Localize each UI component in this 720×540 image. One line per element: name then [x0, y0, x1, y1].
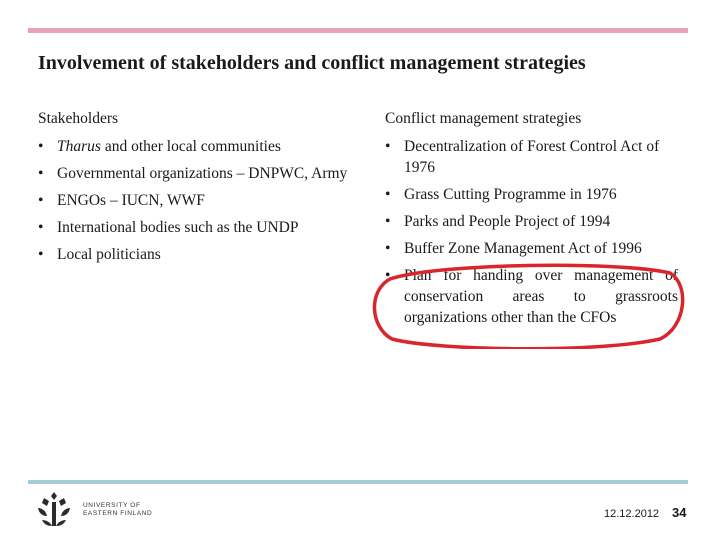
list-item: • Decentralization of Forest Control Act of 1976 [385, 138, 660, 176]
list-item: • International bodies such as the UNDP [38, 219, 299, 236]
stakeholders-list [38, 136, 358, 265]
strategies-heading: Conflict management strategies [385, 110, 582, 127]
stakeholders-heading: Stakeholders [38, 110, 119, 127]
bullet-icon: • [38, 219, 44, 236]
bullet-icon: • [385, 186, 391, 203]
bullet-icon: • [385, 240, 391, 257]
bottom-accent-bar [28, 480, 688, 484]
slide-title: Involvement of stakeholders and conflict management strategies [38, 52, 586, 74]
bullet-icon: • [385, 267, 391, 284]
university-logo-text: UNIVERSITY OF EASTERN FINLAND [83, 502, 153, 517]
slide-date: 12.12.2012 [604, 508, 660, 520]
list-item: • Plan for handing over management of conservation areas to grassroots organizations other than the CFOs [385, 267, 678, 326]
red-highlight-ellipse [368, 261, 688, 349]
list-item: • Parks and People Project of 1994 [385, 213, 611, 230]
bullet-icon: • [38, 192, 44, 209]
list-item: • Grass Cutting Programme in 1976 [385, 186, 617, 203]
top-accent-bar [28, 28, 688, 33]
bullet-icon: • [385, 138, 391, 155]
bullet-icon: • [38, 246, 44, 263]
list-item: • Buffer Zone Management Act of 1996 [385, 240, 642, 257]
page-number: 34 [672, 505, 687, 520]
bullet-icon: • [385, 213, 391, 230]
bullet-icon: • [38, 165, 44, 182]
bullet-icon: • [38, 138, 44, 155]
stakeholders-column [38, 108, 358, 271]
list-item: • Local politicians [38, 246, 161, 263]
list-item: • ENGOs – IUCN, WWF [38, 192, 205, 209]
list-item: • Governmental organizations – DNPWC, Army [38, 165, 348, 182]
list-item: • Tharus and other local communities [38, 138, 281, 155]
